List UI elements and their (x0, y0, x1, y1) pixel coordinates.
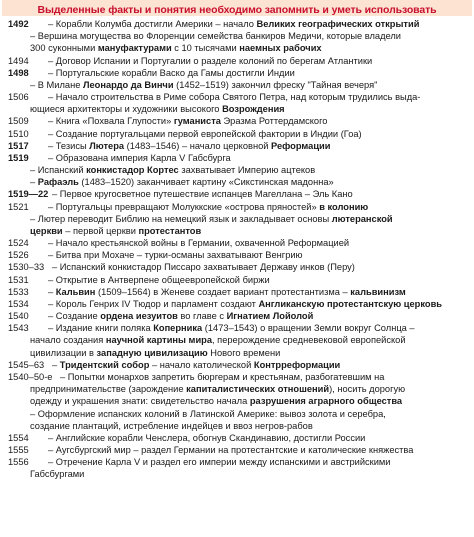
timeline-text (48, 91, 420, 103)
timeline-text (52, 261, 355, 273)
text-fragment: – Португальцы превращают Молуккские «острова пряностей» (48, 201, 320, 212)
timeline-text (30, 347, 280, 359)
text-fragment: – Издание книги поляка (48, 323, 154, 334)
timeline-line (8, 408, 470, 420)
text-fragment: (1483–1520) заканчивает картину «Сикстинская мадонна» (78, 177, 334, 188)
timeline-line (8, 188, 470, 200)
highlighted-term: мануфактурами (97, 43, 172, 54)
timeline-year: 1519—22 (8, 189, 49, 200)
timeline-text (48, 432, 365, 444)
highlighted-term: наемных рабочих (239, 43, 322, 54)
timeline-text (30, 408, 386, 420)
timeline-line (8, 347, 470, 359)
timeline-line (8, 261, 470, 273)
text-fragment: – Лютер переводит Библию на немецкий язык и закладывает основы (30, 213, 332, 224)
timeline-line (8, 249, 470, 261)
timeline-line (8, 176, 470, 188)
timeline-text (48, 237, 349, 249)
timeline-text (48, 249, 303, 261)
timeline-text (60, 371, 384, 383)
timeline-year: 1494 (8, 55, 29, 66)
timeline-line (8, 140, 470, 152)
timeline-line (8, 225, 470, 237)
highlighted-term: кальвинизм (350, 286, 406, 297)
text-fragment: создание плантаций, истребление индейцев и ввоз негров-рабов (30, 420, 313, 431)
timeline-text (30, 79, 377, 91)
timeline-line (8, 444, 470, 456)
timeline-text (48, 115, 327, 127)
highlighted-term: церкви (30, 225, 63, 236)
timeline-line (8, 310, 470, 322)
text-fragment: – Испанский (30, 165, 87, 176)
timeline-text (30, 225, 201, 237)
highlighted-term: капиталистических отношений (186, 384, 330, 395)
timeline-text (48, 274, 270, 286)
timeline-year: 1554 (8, 432, 29, 443)
text-fragment: (1483–1546) – начало церковной (124, 140, 272, 151)
timeline-line (8, 456, 470, 468)
text-fragment: – Аугсбургский мир – раздел Германии на протестантские и католические княжества (48, 445, 414, 456)
highlighted-term: научной картины мира (105, 335, 213, 346)
timeline-year: 1531 (8, 274, 29, 285)
highlighted-term: Лютера (89, 140, 125, 151)
timeline-year: 1510 (8, 128, 29, 139)
text-fragment: – Оформление испанских колоний в Латинской Америке: вывоз золота и серебра, (30, 408, 386, 419)
timeline-line (8, 298, 470, 310)
timeline-line (8, 128, 470, 140)
timeline-text (30, 395, 402, 407)
highlighted-term: ордена иезуитов (100, 311, 178, 322)
text-fragment: предпринимательстве (зарождение (30, 384, 187, 395)
text-fragment: ), носить дорогую (329, 384, 406, 395)
text-fragment: – Начало крестьянской войны в Германии, охваченной Реформацией (48, 238, 350, 249)
text-fragment: (1452–1519) закончил фреску "Тайная вечеря" (173, 79, 378, 90)
text-fragment: – Попытки монархов запретить бюргерам и крестьянам, разбогатевшим на (60, 371, 385, 382)
text-fragment: – Король Генрих IV Тюдор и парламент создают (48, 298, 259, 309)
timeline-line (8, 420, 470, 432)
timeline-year: 1524 (8, 238, 29, 249)
text-fragment: – (30, 177, 38, 188)
timeline-text (30, 383, 405, 395)
text-fragment: – Битва при Мохаче – турки-османы захватывают Венгрию (48, 250, 303, 261)
timeline-text (48, 201, 368, 213)
highlighted-term: Коперника (153, 323, 203, 334)
timeline-text (52, 359, 340, 371)
timeline-year: 1530–33 (8, 262, 45, 273)
highlighted-term: Реформации (271, 140, 331, 151)
highlighted-term: протестантов (138, 225, 202, 236)
highlighted-term: Контрреформации (253, 359, 341, 370)
timeline-line (8, 383, 470, 395)
timeline-year: 1506 (8, 92, 29, 103)
text-fragment: одежду и украшения знати: свидетельство начала (30, 396, 250, 407)
highlighted-term: Рафаэль (37, 177, 79, 188)
timeline-line (8, 18, 470, 30)
timeline-line (8, 371, 470, 383)
timeline-line (8, 395, 470, 407)
timeline-line (8, 115, 470, 127)
timeline-text (48, 152, 231, 164)
timeline-year: 1543 (8, 323, 29, 334)
text-fragment: – Книга «Похвала Глупости» (48, 116, 174, 127)
text-fragment: – Тезисы (48, 140, 90, 151)
timeline-text (52, 188, 353, 200)
text-fragment: – Образована империя Карла V Габсбурга (48, 152, 231, 163)
timeline-text (48, 322, 415, 334)
text-fragment: цивилизации в (30, 347, 97, 358)
timeline-line (8, 55, 470, 67)
highlighted-term: Игнатием Лойолой (226, 311, 314, 322)
timeline-line (8, 164, 470, 176)
highlighted-term: разрушения аграрного общества (249, 396, 403, 407)
timeline-line (8, 237, 470, 249)
timeline-line (8, 274, 470, 286)
timeline-year: 1509 (8, 116, 29, 127)
timeline-line (8, 67, 470, 79)
timeline-line (8, 79, 470, 91)
timeline-year: 1498 (8, 67, 29, 78)
timeline-line (8, 42, 470, 54)
text-fragment: ющиеся архитекторы и художники высокого (30, 104, 223, 115)
title-banner (2, 0, 472, 16)
highlighted-term: западную цивилизацию (96, 347, 208, 358)
timeline-year: 1555 (8, 445, 29, 456)
text-fragment: захватывает Империю ацтеков (178, 165, 316, 176)
text-fragment: (1473–1543) о вращении Земли вокруг Солнца – (202, 323, 415, 334)
text-fragment: , перерождение средневековой европейской (212, 335, 406, 346)
highlighted-term: Тридентский собор (59, 359, 150, 370)
timeline-text (30, 164, 315, 176)
timeline-year: 1534 (8, 298, 29, 309)
timeline-year: 1517 (8, 140, 29, 151)
timeline-year: 1545–63 (8, 359, 45, 370)
text-fragment: – Начало строительства в Риме собора Святого Петра, над которым трудились выда- (48, 92, 421, 103)
timeline-text (30, 30, 401, 42)
text-fragment: с 10 тысячами (171, 43, 240, 54)
timeline-year: 1540 (8, 311, 29, 322)
text-fragment: – Создание (48, 311, 101, 322)
timeline-line (8, 334, 470, 346)
timeline-text (48, 310, 313, 322)
timeline-text (48, 55, 372, 67)
highlighted-term: Кальвин (55, 286, 96, 297)
timeline-text (48, 140, 331, 152)
text-fragment: – (52, 359, 60, 370)
text-fragment: – В Милане (30, 79, 83, 90)
timeline-text (48, 128, 362, 140)
text-fragment: – Открытие в Антверпене общеевропейской биржи (48, 274, 270, 285)
timeline-text (48, 18, 419, 30)
page-title: Выделенные факты и понятия необходимо запомнить и уметь использовать (37, 4, 437, 16)
text-fragment: – Вершина могущества во Флоренции семейства банкиров Медичи, которые владели (30, 31, 401, 42)
timeline-line (8, 468, 470, 480)
timeline-year: 1492 (8, 19, 29, 29)
timeline-text (48, 298, 442, 310)
timeline-text (30, 468, 84, 480)
timeline-line (8, 359, 470, 371)
timeline-year: 1540–50-е (8, 371, 53, 382)
timeline-line (8, 152, 470, 164)
timeline-text (30, 334, 406, 346)
text-fragment: во главе с (177, 311, 227, 322)
highlighted-term: Англиканскую протестантскую церковь (258, 298, 443, 309)
text-fragment: – начало католической (149, 359, 254, 370)
timeline-text (30, 176, 334, 188)
highlighted-term: Возрождения (222, 104, 285, 115)
timeline-line (8, 322, 470, 334)
timeline-line (8, 91, 470, 103)
timeline-line (8, 213, 470, 225)
timeline-list (8, 18, 470, 481)
timeline-text (30, 420, 313, 432)
timeline-year: 1526 (8, 250, 29, 261)
text-fragment: – Первое кругосветное путешествие испанцев Магеллана – Эль Кано (52, 189, 353, 200)
text-fragment: – (48, 286, 56, 297)
timeline-line (8, 432, 470, 444)
text-fragment: – Договор Испании и Португалии о разделе колоний по берегам Атлантики (48, 55, 373, 66)
text-fragment: Габсбургами (30, 469, 85, 480)
highlighted-term: Великих географических открытий (256, 19, 420, 29)
timeline-text (48, 456, 391, 468)
timeline-text (48, 286, 406, 298)
timeline-text (30, 213, 393, 225)
timeline-text (30, 42, 322, 54)
text-fragment: – Английские корабли Ченслера, обогнув Скандинавию, достигли России (48, 432, 366, 443)
highlighted-term: лютеранской (331, 213, 393, 224)
text-fragment: – Испанский конкистадор Писсаро захватывает Державу инков (Перу) (52, 262, 355, 273)
text-fragment: начало создания (30, 335, 106, 346)
highlighted-term: в колонию (319, 201, 369, 212)
text-fragment: (1509–1564) в Женеве создает вариант протестантизма – (95, 286, 351, 297)
timeline-line (8, 201, 470, 213)
timeline-text (48, 67, 295, 79)
highlighted-term: Леонардо да Винчи (82, 79, 174, 90)
timeline-line (8, 103, 470, 115)
text-fragment: – Отречение Карла V и раздел его империи между испанскими и австрийскими (48, 457, 391, 468)
timeline-year: 1519 (8, 152, 29, 163)
highlighted-term: гуманиста (173, 116, 221, 127)
timeline-text (30, 103, 285, 115)
text-fragment: – первой церкви (62, 225, 139, 236)
timeline-line (8, 30, 470, 42)
text-fragment: Нового времени (207, 347, 281, 358)
text-fragment: – Португальские корабли Васко да Гамы достигли Индии (48, 67, 295, 78)
text-fragment: Эразма Роттердамского (220, 116, 328, 127)
timeline-line (8, 286, 470, 298)
timeline-year: 1533 (8, 286, 29, 297)
timeline-year: 1521 (8, 201, 29, 212)
timeline-year: 1556 (8, 457, 29, 468)
timeline-text (48, 444, 413, 456)
text-fragment: 300 суконными (30, 43, 98, 54)
text-fragment: – Корабли Колумба достигли Америки – начало (48, 19, 257, 29)
highlighted-term: конкистадор Кортес (86, 165, 179, 176)
text-fragment: – Создание португальцами первой европейской фактории в Индии (Гоа) (48, 128, 362, 139)
